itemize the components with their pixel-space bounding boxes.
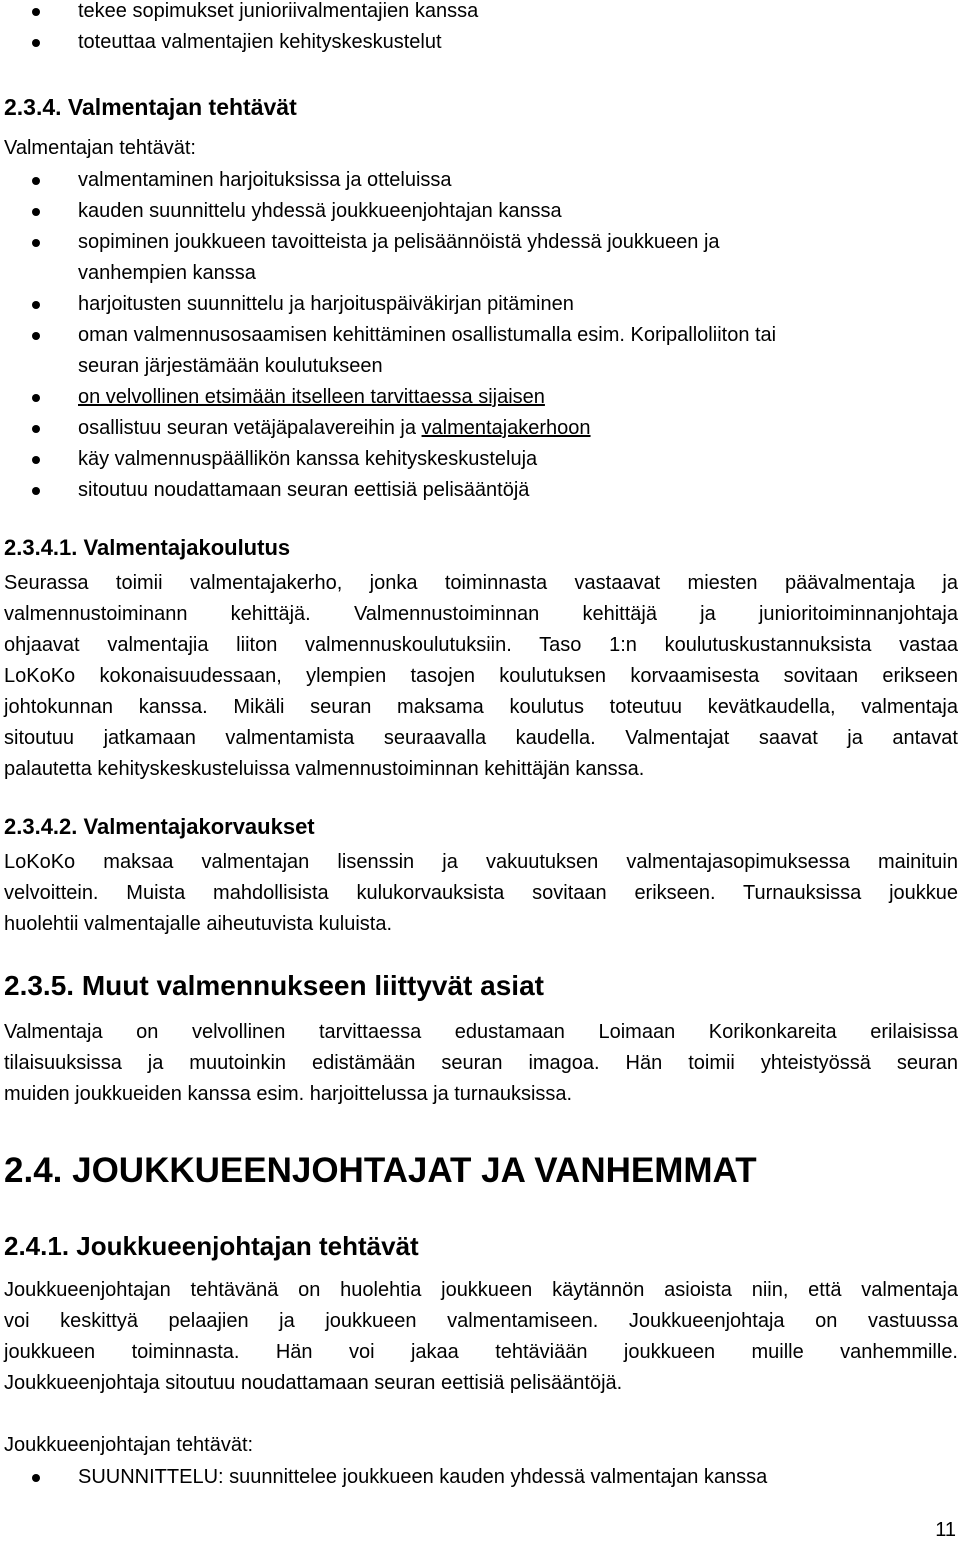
subsection-heading: 2.3.4.1. Valmentajakoulutus: [4, 535, 291, 560]
list-item: kauden suunnittelu yhdessä joukkueenjohtajan kanssa: [78, 200, 562, 222]
list-item: käy valmennuspäällikön kanssa kehityskeskusteluja: [78, 448, 538, 470]
list-item: [78, 413, 958, 444]
paragraph-line: muiden joukkueiden kanssa esim. harjoittelussa ja turnauksissa.: [4, 1083, 573, 1105]
bullet-dot: [32, 177, 40, 185]
list-item-link[interactable]: on velvollinen etsimään itselleen tarvittaessa sijaisen: [78, 386, 545, 408]
list-item-continuation: seuran järjestämään koulutukseen: [78, 355, 383, 377]
paragraph-line: ohjaavat valmentajia liiton valmennuskoulutuksiin. Taso 1:n koulutuskustannuksista vastaa: [4, 634, 958, 656]
paragraph-line: velvoittein. Muista mahdollisista kulukorvauksista sovitaan erikseen. Turnauksissa joukkue: [4, 882, 958, 904]
paragraph-line: palautetta kehityskeskusteluissa valmennustoiminnan kehittäjän kanssa.: [4, 758, 645, 780]
list-item-continuation: vanhempien kanssa: [78, 262, 256, 284]
bullet-dot: [32, 39, 40, 47]
list-item: sitoutuu noudattamaan seuran eettisiä pelisääntöjä: [78, 479, 530, 501]
list-item: toteuttaa valmentajien kehityskeskustelut: [78, 31, 442, 53]
paragraph-line: valmennustoiminann kehittäjä. Valmennustoiminnan kehittäjä ja junioritoiminnanjohtaja: [4, 603, 958, 625]
list-item: harjoitusten suunnittelu ja harjoituspäiväkirjan pitäminen: [78, 293, 574, 315]
list-item-text: osallistuu seuran vetäjäpalavereihin ja: [78, 417, 422, 439]
paragraph-line: voi keskittyä pelaajien ja joukkueen valmentamiseen. Joukkueenjohtaja on vastuussa: [4, 1310, 958, 1332]
paragraph-line: Joukkueenjohtaja sitoutuu noudattamaan seuran eettisiä pelisääntöjä.: [4, 1372, 623, 1394]
valmentajakerhoon-link[interactable]: valmentajakerhoon: [421, 417, 591, 439]
list-item: sopiminen joukkueen tavoitteista ja pelisäännöistä yhdessä joukkueen ja: [78, 231, 720, 253]
paragraph-line: LoKoKo maksaa valmentajan lisenssin ja vakuutuksen valmentajasopimuksessa mainituin: [4, 851, 958, 873]
bullet-dot: [32, 301, 40, 309]
section-heading: 2.3.4. Valmentajan tehtävät: [4, 94, 297, 120]
list-intro: Valmentajan tehtävät:: [4, 137, 196, 159]
bullet-dot: [32, 425, 40, 433]
list-item: oman valmennusosaamisen kehittäminen osallistumalla esim. Koripalloliiton tai: [78, 324, 777, 346]
list-intro: Joukkueenjohtajan tehtävät:: [4, 1434, 254, 1456]
paragraph-line: joukkueen toiminnasta. Hän voi jakaa tehtäviään joukkueen muille vanhemmille.: [4, 1341, 958, 1363]
paragraph-line: johtokunnan kanssa. Mikäli seuran maksama koulutus toteutuu kevätkaudella, valmentaja: [4, 696, 958, 718]
bullet-dot: [32, 208, 40, 216]
paragraph-line: Joukkueenjohtajan tehtävänä on huolehtia joukkueen käytännön asioista niin, että valmentaja: [4, 1279, 958, 1301]
bullet-dot: [32, 487, 40, 495]
paragraph-line: LoKoKo kokonaisuudessaan, ylempien tasojen koulutuksen korvaamisesta sovitaan erikseen: [4, 665, 958, 687]
bullet-dot: [32, 1474, 40, 1482]
paragraph-line: Valmentaja on velvollinen tarvittaessa edustamaan Loimaan Korikonkareita erilaisissa: [4, 1021, 958, 1043]
paragraph-line: Seurassa toimii valmentajakerho, jonka toiminnasta vastaavat miesten päävalmentaja ja: [4, 572, 958, 594]
paragraph-line: tilaisuuksissa ja muutoinkin edistämään seuran imagoa. Hän toimii yhteistyössä seuran: [4, 1052, 958, 1074]
bullet-dot: [32, 332, 40, 340]
list-item: SUUNNITTELU: suunnittelee joukkueen kauden yhdessä valmentajan kanssa: [78, 1466, 768, 1488]
bullet-dot: [32, 239, 40, 247]
list-item: valmentaminen harjoituksissa ja otteluissa: [78, 169, 452, 191]
section-heading: 2.3.5. Muut valmennukseen liittyvät asiat: [4, 970, 544, 1001]
paragraph-line: huolehtii valmentajalle aiheutuvista kuluista.: [4, 913, 393, 935]
bullet-dot: [32, 394, 40, 402]
bullet-dot: [32, 8, 40, 16]
paragraph-line: sitoutuu jatkamaan valmentamista seuraavalla kaudella. Valmentajat saavat ja antavat: [4, 727, 958, 749]
section-heading: 2.4.1. Joukkueenjohtajan tehtävät: [4, 1231, 419, 1261]
chapter-heading: 2.4. JOUKKUEENJOHTAJAT JA VANHEMMAT: [4, 1151, 757, 1190]
subsection-heading: 2.3.4.2. Valmentajakorvaukset: [4, 814, 315, 839]
bullet-dot: [32, 456, 40, 464]
page-number: 11: [935, 1519, 956, 1541]
list-item: tekee sopimukset junioriivalmentajien kanssa: [78, 0, 479, 22]
